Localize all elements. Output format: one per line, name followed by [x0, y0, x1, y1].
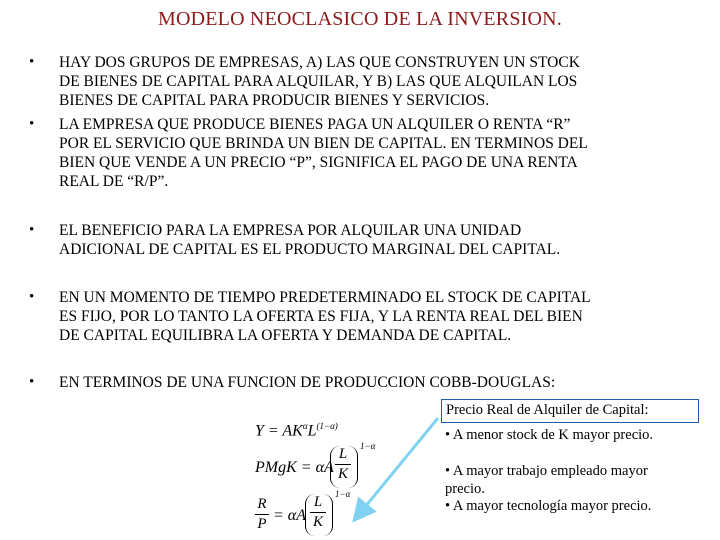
- text-line: EN UN MOMENTO DE TIEMPO PREDETERMINADO EL STOCK DE CAPITAL: [59, 289, 591, 306]
- formula-exponent: α: [302, 421, 308, 431]
- callout-note: • A mayor trabajo empleado mayor: [445, 463, 648, 479]
- text-line: DE CAPITAL EQUILIBRA LA OFERTA Y DEMANDA DE CAPITAL.: [59, 327, 512, 344]
- text-line: REAL DE “R/P”.: [59, 173, 169, 190]
- text-line: DE BIENES DE CAPITAL PARA ALQUILAR, Y B) LAS QUE ALQUILAN LOS: [59, 73, 578, 90]
- text-line: LA EMPRESA QUE PRODUCE BIENES PAGA UN ALQUILER O RENTA “R”: [59, 116, 571, 133]
- bullet-dot: •: [29, 116, 35, 132]
- text-line: ADICIONAL DE CAPITAL ES EL PRODUCTO MARGINAL DEL CAPITAL.: [59, 241, 561, 258]
- bullet-dot: •: [29, 54, 35, 70]
- formula-text: Y = AK: [255, 422, 303, 440]
- fraction-denominator: P: [257, 516, 267, 532]
- formula-text: = αA: [273, 507, 306, 524]
- text-line: EL BENEFICIO PARA LA EMPRESA POR ALQUILAR UNA UNIDAD: [59, 222, 522, 239]
- formula-text: L: [307, 422, 317, 440]
- callout-note: • A mayor tecnología mayor precio.: [445, 498, 652, 514]
- fraction-denominator: K: [312, 514, 323, 530]
- text-line: ES FIJO, POR LO TANTO LA OFERTA ES FIJA, Y LA RENTA REAL DEL BIEN: [59, 308, 583, 325]
- formula-exponent: 1−α: [335, 489, 351, 499]
- callout-box: [441, 399, 699, 423]
- text-line: BIEN QUE VENDE A UN PRECIO “P”, SIGNIFICA EL PAGO DE UNA RENTA: [59, 154, 578, 171]
- formula-text: PMgK = αA: [255, 459, 334, 476]
- callout-note: • A menor stock de K mayor precio.: [445, 427, 654, 443]
- slide-title: MODELO NEOCLASICO DE LA INVERSION.: [157, 8, 562, 30]
- bullet-dot: •: [29, 222, 35, 238]
- bullet-dot: •: [29, 374, 35, 390]
- text-line: HAY DOS GRUPOS DE EMPRESAS, A) LAS QUE CONSTRUYEN UN STOCK: [59, 54, 580, 71]
- callout-note: precio.: [445, 481, 485, 497]
- fraction-numerator: R: [257, 496, 267, 512]
- fraction-numerator: L: [338, 446, 348, 462]
- fraction-numerator: L: [313, 494, 323, 510]
- formula-exponent: (1−α): [316, 421, 338, 431]
- formula-exponent: 1−α: [360, 441, 376, 451]
- bullet-dot: •: [29, 289, 35, 305]
- callout-title: Precio Real de Alquiler de Capital:: [446, 402, 649, 418]
- text-line: EN TERMINOS DE UNA FUNCION DE PRODUCCION COBB-DOUGLAS:: [59, 374, 556, 391]
- text-line: BIENES DE CAPITAL PARA PRODUCIR BIENES Y SERVICIOS.: [59, 92, 490, 109]
- text-line: POR EL SERVICIO QUE BRINDA UN BIEN DE CAPITAL. EN TERMINOS DEL: [59, 135, 588, 152]
- fraction-denominator: K: [337, 466, 348, 482]
